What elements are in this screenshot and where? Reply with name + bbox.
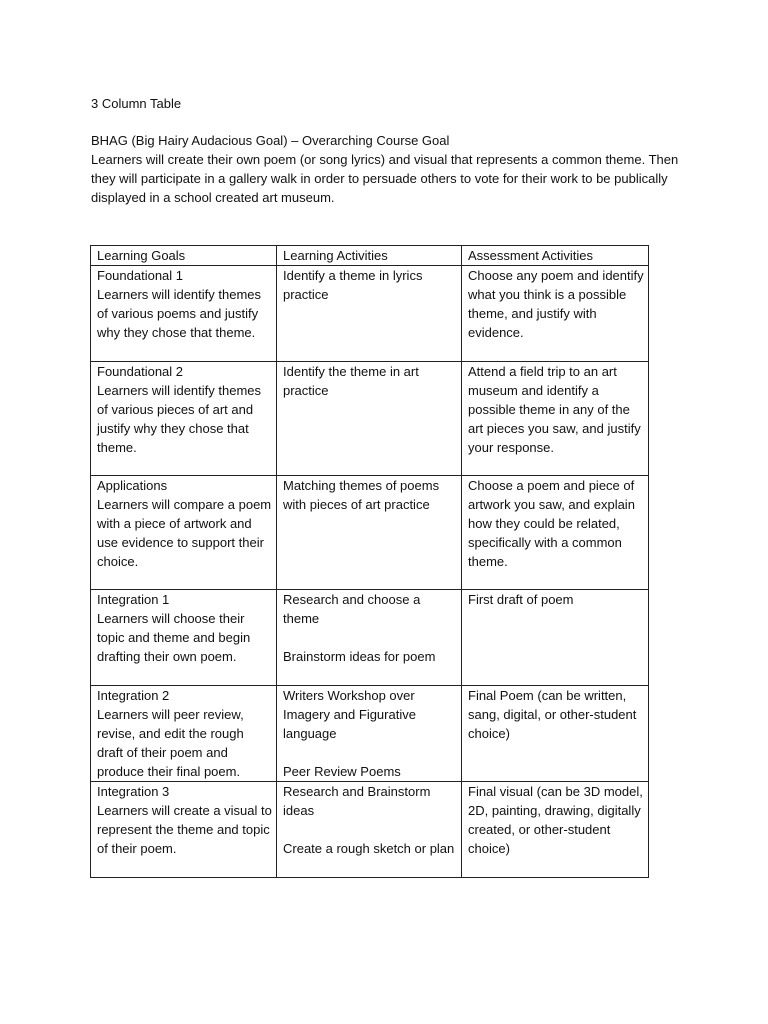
spacer (283, 743, 457, 762)
goal-title: Foundational 2 (97, 364, 184, 379)
table-row (91, 590, 649, 686)
spacer (283, 628, 457, 647)
bhag-heading: BHAG (Big Hairy Audacious Goal) – Overarching Course Goal (91, 133, 450, 148)
activities-cell (277, 590, 462, 686)
goal-description: Learners will create a visual to represent the theme and topic of their poem. (97, 803, 272, 856)
activities-cell (277, 686, 462, 782)
activity-item: Writers Workshop over Imagery and Figurative language (283, 688, 416, 741)
table-row (91, 782, 649, 878)
goal-cell (91, 266, 277, 362)
table-row (91, 476, 649, 590)
activities-cell (277, 266, 462, 362)
assessment-item: Choose a poem and piece of artwork you saw, and explain how they could be related, specifically with a common theme. (468, 478, 635, 569)
activities-cell (277, 476, 462, 590)
assessment-item: Final visual (can be 3D model, 2D, painting, drawing, digitally created, or other-student choice) (468, 784, 643, 856)
course-plan-table (90, 245, 649, 878)
goal-title: Integration 2 (97, 688, 170, 703)
spacer (283, 820, 457, 839)
table-header-row (91, 246, 649, 266)
activity-item: Brainstorm ideas for poem (283, 649, 436, 664)
assessment-cell (462, 362, 649, 476)
activity-item: Create a rough sketch or plan (283, 841, 455, 856)
goal-description: Learners will choose their topic and theme and begin drafting their own poem. (97, 611, 251, 664)
goal-cell (91, 782, 277, 878)
activities-cell (277, 782, 462, 878)
goal-cell (91, 476, 277, 590)
activity-item: Research and Brainstorm ideas (283, 784, 431, 818)
goal-title: Integration 1 (97, 592, 170, 607)
activity-item: Identify the theme in art practice (283, 364, 419, 398)
goal-description: Learners will identify themes of various poems and justify why they chose that theme. (97, 287, 262, 340)
assessment-item: Choose any poem and identify what you think is a possible theme, and justify with evidence. (468, 268, 644, 340)
table-row (91, 266, 649, 362)
bhag-text: Learners will create their own poem (or song lyrics) and visual that represents a common theme. Then they will participate in a gallery walk in order to persuade others to vote for their work to be publically displayed in a school created art museum. (91, 152, 679, 205)
activity-item: Identify a theme in lyrics practice (283, 268, 423, 302)
assessment-item: Attend a field trip to an art museum and identify a possible theme in any of the art pieces you saw, and justify your response. (468, 364, 641, 455)
assessment-item: Final Poem (can be written, sang, digital, or other-student choice) (468, 688, 637, 741)
activity-item: Research and choose a theme (283, 592, 421, 626)
assessment-cell (462, 782, 649, 878)
goal-description: Learners will peer review, revise, and edit the rough draft of their poem and produce their final poem. (97, 707, 244, 779)
bhag-section (91, 131, 681, 207)
activity-item: Peer Review Poems (283, 764, 401, 779)
activities-cell (277, 362, 462, 476)
goal-title: Applications (97, 478, 168, 493)
header-learning-activities: Learning Activities (277, 246, 462, 266)
goal-description: Learners will identify themes of various pieces of art and justify why they chose that theme. (97, 383, 262, 455)
assessment-cell (462, 686, 649, 782)
assessment-item: First draft of poem (468, 592, 574, 607)
assessment-cell (462, 590, 649, 686)
goal-title: Integration 3 (97, 784, 170, 799)
table-row (91, 686, 649, 782)
document-title: 3 Column Table (91, 96, 182, 111)
table-row (91, 362, 649, 476)
header-learning-goals: Learning Goals (91, 246, 277, 266)
goal-cell (91, 686, 277, 782)
goal-cell (91, 590, 277, 686)
assessment-cell (462, 266, 649, 362)
goal-title: Foundational 1 (97, 268, 184, 283)
header-assessment-activities: Assessment Activities (462, 246, 649, 266)
assessment-cell (462, 476, 649, 590)
goal-cell (91, 362, 277, 476)
goal-description: Learners will compare a poem with a piece of artwork and use evidence to support their choice. (97, 497, 272, 569)
activity-item: Matching themes of poems with pieces of art practice (283, 478, 440, 512)
